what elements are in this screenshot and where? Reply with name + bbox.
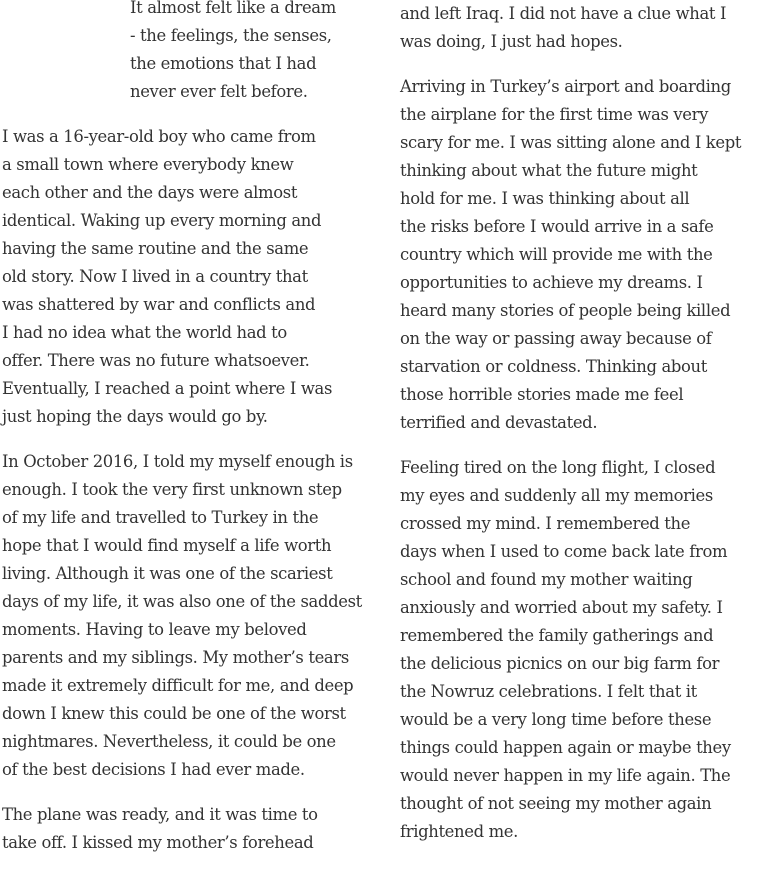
text-line: thought of not seeing my mother again	[400, 794, 712, 813]
paragraph-hometown	[2, 123, 374, 431]
text-line: on the way or passing away because of	[400, 329, 712, 348]
text-line: parents and my siblings. My mother’s tears	[2, 648, 349, 667]
text-line: I had no idea what the world had to	[2, 323, 287, 342]
text-line: thinking about what the future might	[400, 161, 698, 180]
text-line: made it extremely difficult for me, and deep	[2, 676, 354, 695]
text-line: I was a 16-year-old boy who came from	[2, 127, 316, 146]
text-line: the risks before I would arrive in a safe	[400, 217, 714, 236]
text-line: my eyes and suddenly all my memories	[400, 486, 713, 505]
paragraph-left-iraq	[400, 0, 756, 56]
text-line: scary for me. I was sitting alone and I kept	[400, 133, 742, 152]
pull-quote-line: It almost felt like a dream	[130, 0, 336, 17]
text-line: things could happen again or maybe they	[400, 738, 731, 757]
paragraph-long-flight	[400, 454, 756, 846]
text-line: nightmares. Nevertheless, it could be one	[2, 732, 336, 751]
text-line: country which will provide me with the	[400, 245, 713, 264]
text-line: hold for me. I was thinking about all	[400, 189, 690, 208]
text-line: would never happen in my life again. The	[400, 766, 731, 785]
text-line: each other and the days were almost	[2, 183, 298, 202]
paragraph-airport	[400, 73, 756, 437]
text-line: Feeling tired on the long flight, I closed	[400, 458, 716, 477]
text-line: days when I used to come back late from	[400, 542, 728, 561]
text-line: was shattered by war and conflicts and	[2, 295, 316, 314]
text-line: frightened me.	[400, 822, 518, 841]
text-line: In October 2016, I told my myself enough is	[2, 452, 353, 471]
paragraph-plane-ready	[2, 801, 374, 857]
text-line: anxiously and worried about my safety. I	[400, 598, 723, 617]
pull-quote-line: - the feelings, the senses,	[130, 26, 332, 45]
text-line: heard many stories of people being killed	[400, 301, 731, 320]
text-line: school and found my mother waiting	[400, 570, 693, 589]
text-line: those horrible stories made me feel	[400, 385, 684, 404]
text-line: a small town where everybody knew	[2, 155, 294, 174]
text-line: old story. Now I lived in a country that	[2, 267, 308, 286]
text-line: of my life and travelled to Turkey in the	[2, 508, 319, 527]
pull-quote	[130, 0, 374, 106]
right-column	[400, 0, 756, 863]
pull-quote-line: the emotions that I had	[130, 54, 317, 73]
text-line: enough. I took the very first unknown step	[2, 480, 342, 499]
text-line: of the best decisions I had ever made.	[2, 760, 305, 779]
text-line: hope that I would find myself a life worth	[2, 536, 332, 555]
text-line: offer. There was no future whatsoever.	[2, 351, 310, 370]
text-line: down I knew this could be one of the worst	[2, 704, 346, 723]
text-line: terrified and devastated.	[400, 413, 598, 432]
text-line: Arriving in Turkey’s airport and boarding	[400, 77, 731, 96]
text-line: take off. I kissed my mother’s forehead	[2, 833, 314, 852]
text-line: moments. Having to leave my beloved	[2, 620, 307, 639]
text-line: having the same routine and the same	[2, 239, 309, 258]
text-line: days of my life, it was also one of the saddest	[2, 592, 362, 611]
text-line: was doing, I just had hopes.	[400, 32, 623, 51]
pull-quote-line: never ever felt before.	[130, 82, 308, 101]
text-line: The plane was ready, and it was time to	[2, 805, 318, 824]
paragraph-departure	[2, 448, 374, 784]
text-line: identical. Waking up every morning and	[2, 211, 322, 230]
text-line: the airplane for the first time was very	[400, 105, 709, 124]
text-line: remembered the family gatherings and	[400, 626, 714, 645]
text-line: the delicious picnics on our big farm for	[400, 654, 720, 673]
text-line: living. Although it was one of the scariest	[2, 564, 333, 583]
text-line: starvation or coldness. Thinking about	[400, 357, 707, 376]
text-line: just hoping the days would go by.	[2, 407, 268, 426]
text-line: the Nowruz celebrations. I felt that it	[400, 682, 697, 701]
left-column	[2, 0, 374, 874]
text-line: would be a very long time before these	[400, 710, 712, 729]
text-line: and left Iraq. I did not have a clue what I	[400, 4, 727, 23]
text-line: Eventually, I reached a point where I was	[2, 379, 333, 398]
text-line: opportunities to achieve my dreams. I	[400, 273, 703, 292]
text-line: crossed my mind. I remembered the	[400, 514, 691, 533]
